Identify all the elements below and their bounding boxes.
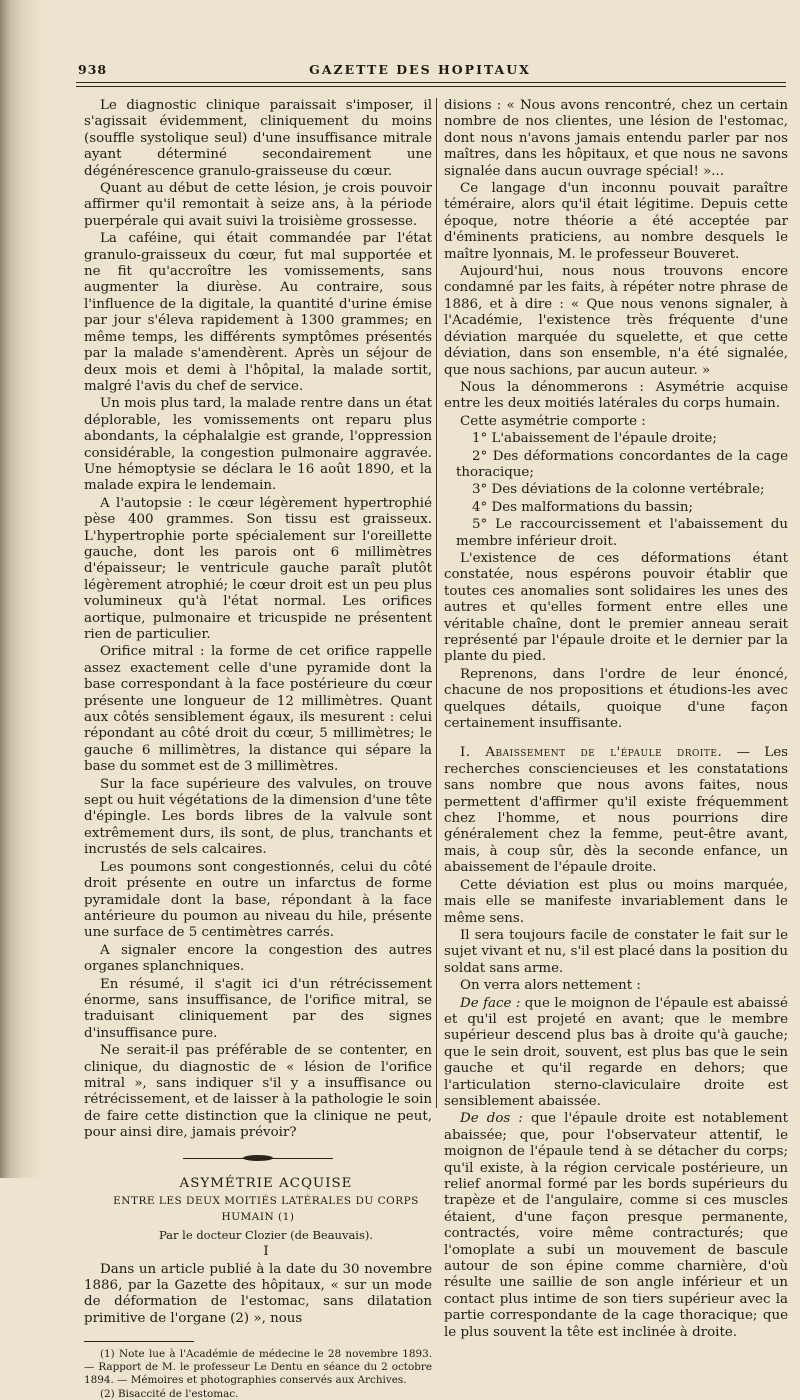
paragraph: On verra alors nettement : — [460, 978, 641, 994]
lead-label: De dos : — [460, 1111, 523, 1127]
article-subtitle: ENTRE LES DEUX MOITIÉS LATÉRALES DU CORPS HUMAIN (1) — [113, 1195, 419, 1224]
paragraph: Cette asymétrie comporte : — [460, 413, 646, 429]
running-header — [48, 62, 792, 82]
paragraph: Aujourd'hui, nous nous trouvons encore condamné par les faits, à répéter notre phrase de 1886, et à dire : « Que nous venons signaler, à l'Académie, l'existence très fréquente d'une déviation marquée du squelette, et que cette déviation, dans son ensemble, n'a été signalée, que nous sachions, par aucun auteur. » — [444, 264, 788, 378]
newspaper-page — [48, 40, 792, 1400]
paragraph: Il sera toujours facile de constater le fait sur le sujet vivant et nu, s'il est placé dans la position du soldat sans arme. — [444, 927, 788, 976]
journal-title: GAZETTE DES HOPITAUX — [309, 62, 531, 77]
lead-label: De face : — [460, 995, 521, 1011]
page-number: 938 — [78, 62, 108, 77]
paragraph: Le diagnostic clinique paraissait s'imposer, il s'agissait évidemment, cliniquement du moins (souffle systolique seul) d'une insuffisance mitrale ayant déterminé secondairement une dégénérescence granulo-graisseuse du cœur. — [84, 98, 432, 179]
paragraph: Cette déviation est plus ou moins marquée, mais elle se manifeste invariablement dans le même sens. — [444, 877, 788, 926]
list-item: 3° Des déviations de la colonne vertébrale; — [472, 482, 765, 498]
ornamental-separator — [183, 1155, 333, 1161]
paragraph: Un mois plus tard, la malade rentre dans un état déplorable, les vomissements ont reparu plus abondants, la céphalalgie est grande, l'oppression considérable, la congestion pulmonaire aggravée. Une hémoptysie se déclara le 16 août 1890, et la malade expira le lendemain. — [84, 396, 432, 494]
paragraph: Quant au début de cette lésion, je crois pouvoir affirmer qu'il remontait à seize ans, à la période puerpérale qui avait suivi la troisième grossesse. — [84, 181, 432, 229]
article-author: Par le docteur Clozier (de Beauvais). — [158, 1227, 374, 1242]
paragraph: disions : « Nous avons rencontré, chez un certain nombre de nos clientes, une lésion de l'estomac, dont nous n'avons jamais entendu parler par nos maîtres, dans les hôpitaux, et que nous ne savons signalée dans aucun ouvrage spécial! »... — [444, 98, 788, 179]
paragraph: A signaler encore la congestion des autres organes splanchniques. — [84, 942, 432, 975]
right-column — [444, 98, 788, 1340]
paragraph: La caféine, qui était commandée par l'état granulo-graisseux du cœur, fut mal supportée et ne fit qu'accroître les vomissements, sans augmenter la diurèse. Au contraire, sous l'influence de la digitale, la quantité d'urine émise par jour s'éleva rapidement à 1300 grammes; en même temps, les différents symptômes présentés par la malade s'amendèrent. Après un séjour de deux mois et demi à l'hôpital, la malade sortit, malgré l'avis du chef de service. — [84, 231, 432, 394]
list-item: 2° Des déformations concordantes de la cage thoracique; — [456, 448, 788, 480]
footnote: (1) Note lue à l'Académie de médecine le 28 novembre 1893. — Rapport de M. le professeur Le Dentu en séance du 2 octobre 1894. — Mémoires et photographies conservés aux Archives. — [84, 1348, 432, 1386]
section-number: I — [263, 1244, 269, 1260]
footnote: (2) Bisaccité de l'estomac. — [100, 1387, 239, 1400]
paragraph: Ne serait-il pas préférable de se contenter, en clinique, du diagnostic de « lésion de l'orifice mitral », sans indiquer s'il y a insuffisance ou rétrécissement, et de laisser à la pathologie le soin de faire cette distinction que la clinique ne peut, pour ainsi dire, jamais prévoir? — [84, 1043, 432, 1141]
paragraph — [444, 996, 788, 1111]
paragraph: L'existence de ces déformations étant constatée, nous espérons pouvoir établir que toutes ces anomalies sont solidaires les unes des autres et qu'elles forment entre elles une véritable chaîne, dont le premier anneau serait représenté par l'épaule droite et le dernier par la plante du pied. — [444, 550, 788, 665]
paragraph: Orifice mitral : la forme de cet orifice rappelle assez exactement celle d'une pyramide dont la base correspondant à la face postérieure du cœur présente une longueur de 12 millimètres. Quant aux côtés sensiblement égaux, ils mesurent : celui répondant au côté droit du cœur, 5 millimètres; le gauche 6 millimètres, la distance qui sépare la base du sommet est de 3 millimètres. — [84, 644, 432, 775]
section-text: — Les recherches consciencieuses et les constatations sans nombre que nous avons faites, nous permettent d'affirmer qu'il existe fréquemment chez l'homme, et nous pourrions dire généralement chez la femme, peut-être avant, mais, à coup sûr, dès la seconde enfance, un abaissement de l'épaule droite. — [444, 745, 788, 876]
paragraph: A l'autopsie : le cœur légèrement hypertrophié pèse 400 grammes. Son tissu est graisseux. L'hypertrophie porte spécialement sur l'oreillette gauche, dont les parois ont 6 millimètres d'épaisseur; le ventricule gauche paraît plutôt légèrement atrophié; le cœur droit est un peu plus volumineux qu'à l'état normal. Les orifices aortique, pulmonaire et tricuspide ne présentent rien de particulier. — [84, 495, 432, 642]
paragraph: Sur la face supérieure des valvules, on trouve sept ou huit végétations de la dimension d'une tête d'épingle. Les bords libres de la valvule sont extrêmement durs, ils sont, de plus, tranchants et incrustés de sels calcaires. — [84, 776, 432, 858]
header-rule-secondary — [76, 86, 786, 87]
article-title: ASYMÉTRIE ACQUISE — [179, 1175, 353, 1191]
paragraph: Ce langage d'un inconnu pouvait paraître téméraire, alors qu'il était légitime. Depuis cette époque, notre théorie a été acceptée par d'éminents praticiens, au nombre desquels le maître lyonnais, M. le professeur Bouveret. — [444, 181, 788, 262]
section-heading: I. Abaissement de l'épaule droite. — [460, 745, 723, 761]
footnote-rule — [84, 1341, 194, 1342]
page-edge-shadow — [0, 0, 40, 1178]
paragraph: Dans un article publié à la date du 30 novembre 1886, par la Gazette des hôpitaux, « sur un mode de déformation de l'estomac, sans dilatation primitive de l'organe (2) », nous — [84, 1261, 432, 1326]
paragraph: Nous la dénommerons : Asymétrie acquise entre les deux moitiés latérales du corps humain. — [444, 379, 788, 412]
paragraph — [444, 1111, 788, 1341]
list-item: 4° Des malformations du bassin; — [472, 499, 693, 515]
list-item: 1° L'abaissement de l'épaule droite; — [472, 431, 717, 447]
paragraph-text: que le moignon de l'épaule est abaissé et qu'il est projeté en avant; que le membre supérieur descend plus bas à droite qu'à gauche; que le sein droit, souvent, est plus bas que le sein gauche et qu'il regarde en dehors; que l'articulation sterno-claviculaire droite est sensiblement abaissée. — [444, 995, 788, 1109]
column-divider — [436, 98, 437, 1108]
paragraph: Les poumons sont congestionnés, celui du côté droit présente en outre un infarctus de forme pyramidale dont la base, répondant à la face antérieure du poumon au niveau du hile, présente une surface de 5 centimètres carrés. — [84, 859, 432, 941]
list-item: 5° Le raccourcissement et l'abaissement du membre inférieur droit. — [456, 517, 788, 549]
header-rule — [76, 82, 786, 83]
paragraph: En résumé, il s'agit ici d'un rétrécissement énorme, sans insuffisance, de l'orifice mitral, se traduisant cliniquement par des signes d'insuffisance pure. — [84, 976, 432, 1041]
paragraph-text: que l'épaule droite est notablement abaissée; que, pour l'observateur attentif, le moignon de l'épaule tend à se détacher du corps; qu'il existe, à la région cervicale postérieure, un relief anormal formé par les bords supérieurs du trapèze et de l'angulaire, comme si ces muscles étaient, d'une façon presque permanente, contractés, voire même contracturés; que l'omoplate a subi un mouvement de bascule autour de son épine comme charnière, d'où résulte une saillie de son angle inférieur et un contact plus intime de son tiers supérieur avec la partie correspondante de la cage thoracique; que le plus souvent la tête est inclinée à droite. — [444, 1111, 788, 1340]
paragraph: Reprenons, dans l'ordre de leur énoncé, chacune de nos propositions et étudions-les avec quelques détails, quoique d'une façon certainement insuffisante. — [444, 666, 788, 732]
left-column — [84, 98, 432, 1400]
section-paragraph — [444, 745, 788, 876]
